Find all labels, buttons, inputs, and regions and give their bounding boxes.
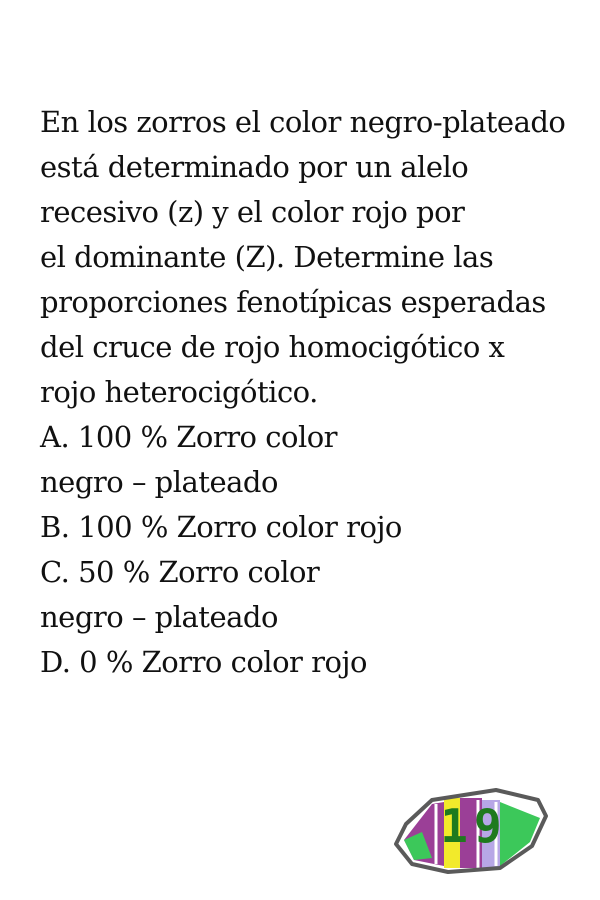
page-number: 19 <box>440 799 508 853</box>
question-line: está determinado por un alelo <box>40 150 469 184</box>
option-a-continued: negro – plateado <box>40 465 278 499</box>
option-a: A. 100 % Zorro color <box>40 420 338 454</box>
question-card <box>40 100 590 685</box>
page-number-badge <box>392 784 552 874</box>
question-line: recesivo (z) y el color rojo por <box>40 195 465 229</box>
question-line: rojo heterocigótico. <box>40 375 318 409</box>
option-d: D. 0 % Zorro color rojo <box>40 645 367 679</box>
option-c-continued: negro – plateado <box>40 600 278 634</box>
option-b: B. 100 % Zorro color rojo <box>40 510 402 544</box>
question-line: del cruce de rojo homocigótico x <box>40 330 505 364</box>
question-line: el dominante (Z). Determine las <box>40 240 494 274</box>
eye-badge-icon <box>392 784 552 874</box>
question-line: proporciones fenotípicas esperadas <box>40 285 546 319</box>
question-line: En los zorros el color negro-plateado <box>40 105 566 139</box>
option-c: C. 50 % Zorro color <box>40 555 320 589</box>
